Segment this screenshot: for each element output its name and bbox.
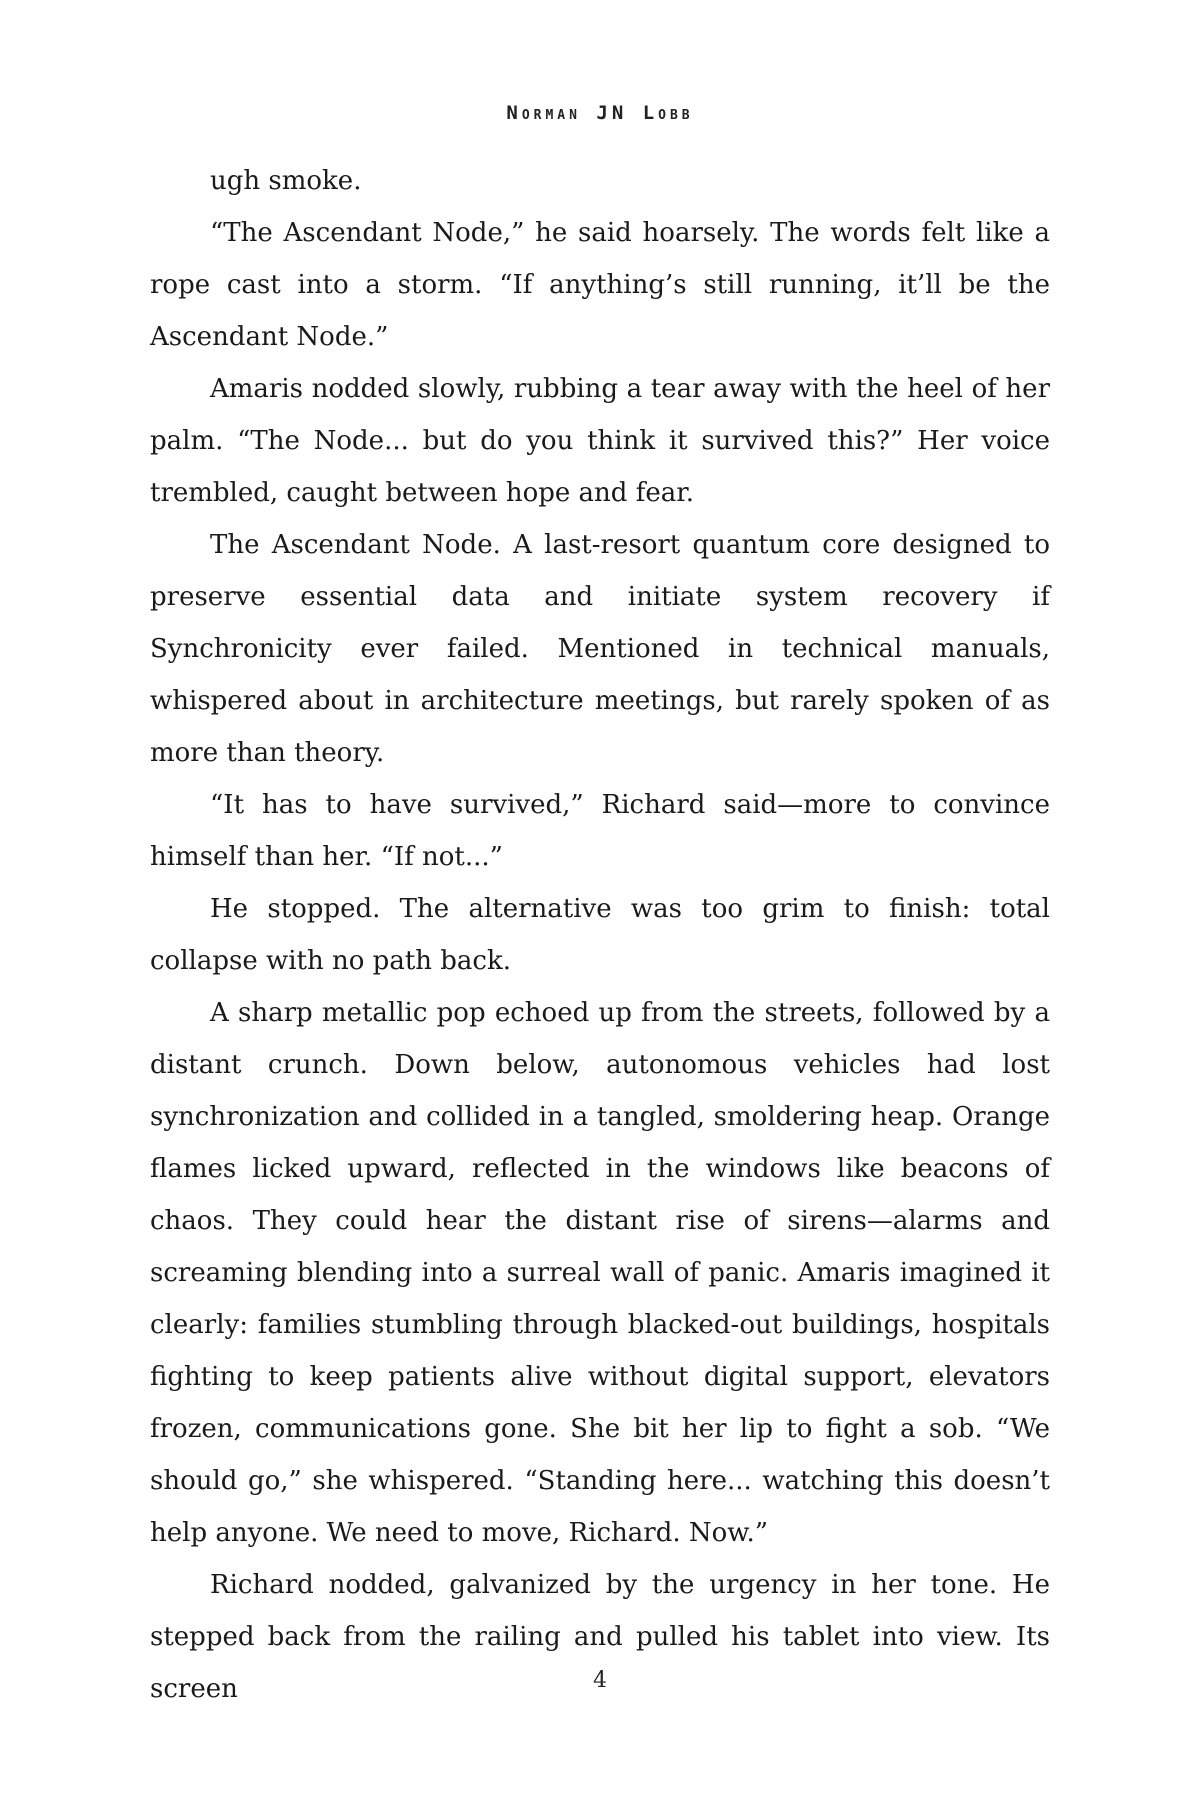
paragraph: Richard nodded, galvanized by the urgency in her tone. He stepped back from the railing and pulled his tablet into view. Its screen	[150, 1570, 1050, 1704]
body-text	[150, 155, 1050, 1715]
paragraph: He stopped. The alternative was too grim to finish: total collapse with no path back.	[150, 894, 1050, 976]
page-number: 4	[593, 1668, 607, 1693]
paragraph: The Ascendant Node. A last-resort quantum core designed to preserve essential data and initiate system recovery if Synchronicity ever failed. Mentioned in technical manuals, whispered about in architecture meetings, but rarely spoken of as more than theory.	[150, 530, 1050, 768]
paragraph: A sharp metallic pop echoed up from the streets, followed by a distant crunch. Down below, autonomous vehicles had lost synchronization and collided in a tangled, smoldering heap. Orange flames licked upward, reflected in the windows like beacons of chaos. They could hear the distant rise of sirens—alarms and screaming blending into a surreal wall of panic. Amaris imagined it clearly: families stumbling through blacked-out buildings, hospitals fighting to keep patients alive without digital support, elevators frozen, communications gone. She bit her lip to fight a sob. “We should go,” she whispered. “Standing here... watching this doesn’t help anyone. We need to move, Richard. Now.”	[150, 998, 1050, 1548]
paragraph: ugh smoke.	[210, 166, 362, 196]
paragraph: “It has to have survived,” Richard said—more to convince himself than her. “If not...”	[150, 790, 1050, 872]
paragraph: Amaris nodded slowly, rubbing a tear away with the heel of her palm. “The Node... but do you think it survived this?” Her voice trembled, caught between hope and fear.	[150, 374, 1050, 508]
paragraph: “The Ascendant Node,” he said hoarsely. The words felt like a rope cast into a storm. “If anything’s still running, it’ll be the Ascendant Node.”	[150, 218, 1050, 352]
running-header: Norman JN Lobb	[506, 102, 694, 124]
